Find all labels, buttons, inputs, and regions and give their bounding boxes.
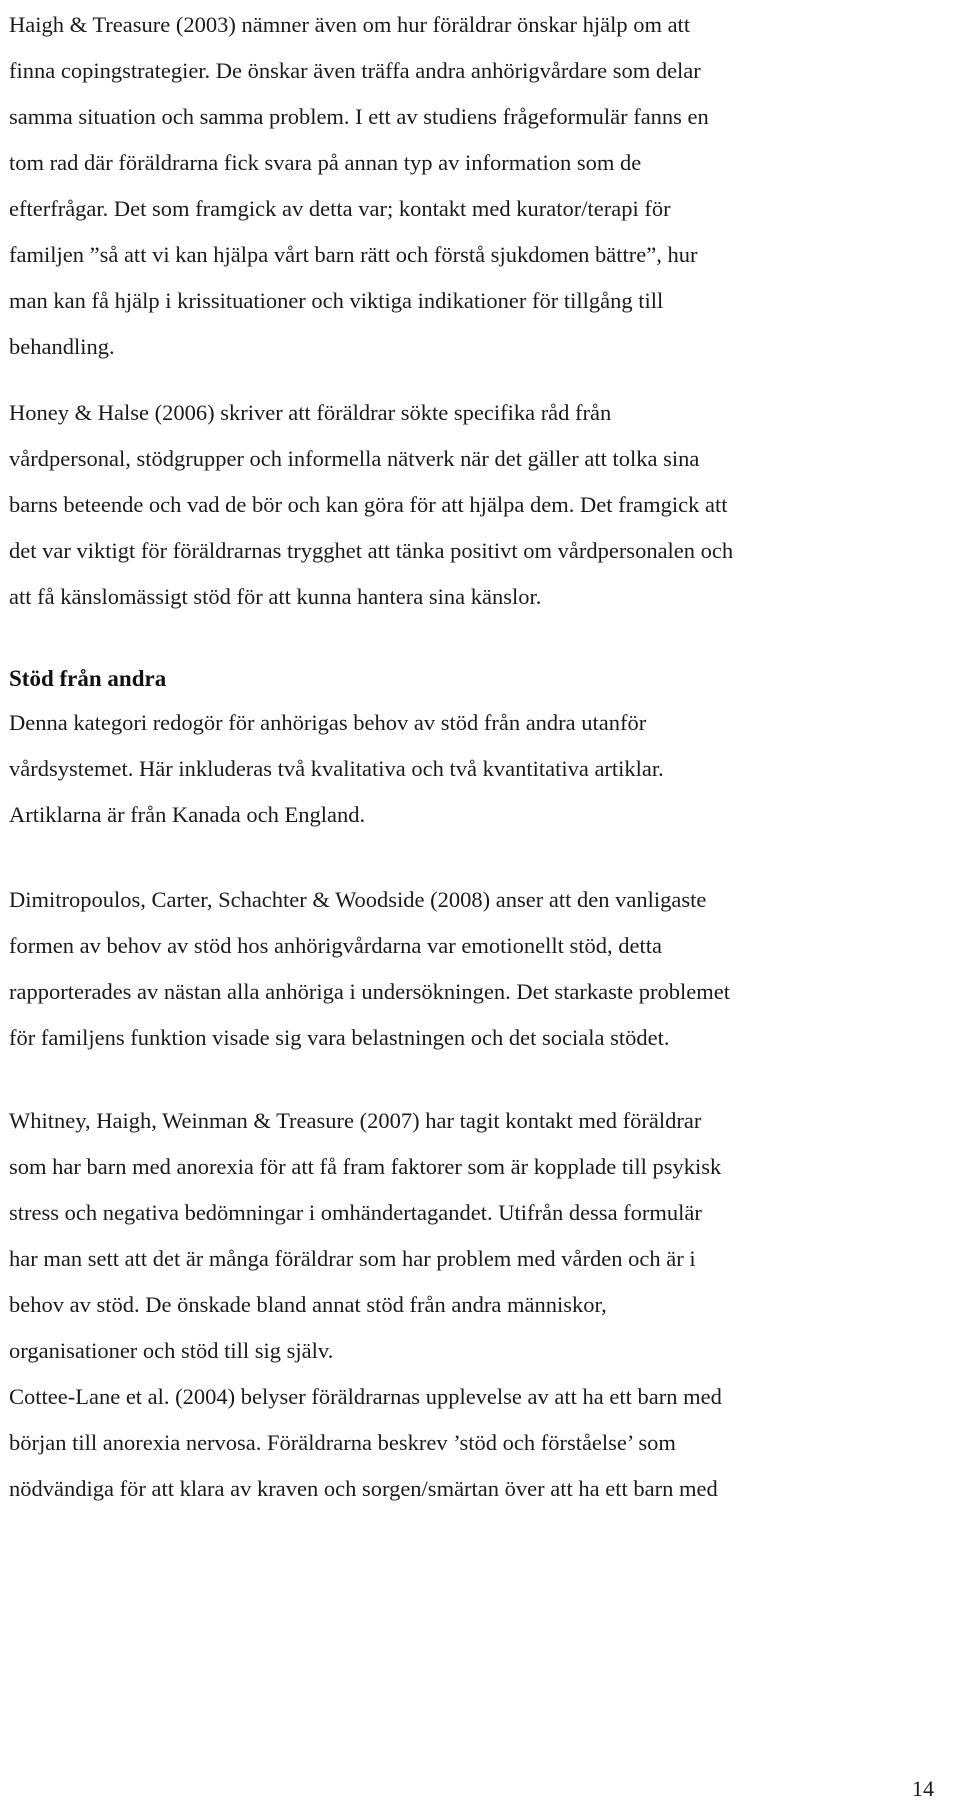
paragraph-whitney-cottee-lane — [9, 1098, 722, 1512]
text-line: Dimitropoulos, Carter, Schachter & Woodside (2008) anser att den vanligaste — [9, 887, 707, 912]
text-line: Haigh & Treasure (2003) nämner även om hur föräldrar önskar hjälp om att — [9, 12, 691, 37]
text-line: som har barn med anorexia för att få fram faktorer som är kopplade till psykisk — [9, 1154, 722, 1179]
text-line: stress och negativa bedömningar i omhändertagandet. Utifrån dessa formulär — [9, 1200, 702, 1225]
text-line: att få känslomässigt stöd för att kunna hantera sina känslor. — [9, 584, 542, 609]
text-line: rapporterades av nästan alla anhöriga i undersökningen. Det starkaste problemet — [9, 979, 730, 1004]
text-line: början till anorexia nervosa. Föräldrarna beskrev ’stöd och förståelse’ som — [9, 1430, 676, 1455]
text-line: barns beteende och vad de bör och kan göra för att hjälpa dem. Det framgick att — [9, 492, 728, 517]
text-line: Honey & Halse (2006) skriver att föräldrar sökte specifika råd från — [9, 400, 612, 425]
paragraph-honey-halse — [9, 390, 733, 620]
text-line: familjen ”så att vi kan hjälpa vårt barn rätt och förstå sjukdomen bättre”, hur — [9, 242, 698, 267]
text-line: Whitney, Haigh, Weinman & Treasure (2007) har tagit kontakt med föräldrar — [9, 1108, 702, 1133]
text-line: finna copingstrategier. De önskar även träffa andra anhörigvårdare som delar — [9, 58, 701, 83]
text-line: har man sett att det är många föräldrar som har problem med vården och är i — [9, 1246, 696, 1271]
text-line: Artiklarna är från Kanada och England. — [9, 802, 366, 827]
text-line: vårdsystemet. Här inkluderas två kvalitativa och två kvantitativa artiklar. — [9, 756, 664, 781]
text-line: man kan få hjälp i krissituationer och viktiga indikationer för tillgång till — [9, 288, 664, 313]
text-line: Denna kategori redogör för anhörigas behov av stöd från andra utanför — [9, 710, 647, 735]
text-line: organisationer och stöd till sig själv. — [9, 1338, 334, 1363]
text-line: formen av behov av stöd hos anhörigvårdarna var emotionellt stöd, detta — [9, 933, 662, 958]
paragraph-stod-fran-andra — [9, 700, 664, 838]
text-line: vårdpersonal, stödgrupper och informella nätverk när det gäller att tolka sina — [9, 446, 700, 471]
paragraph-dimitropoulos — [9, 877, 730, 1061]
page-number: 14 — [912, 1776, 934, 1801]
section-heading: Stöd från andra — [9, 666, 167, 691]
text-line: behov av stöd. De önskade bland annat stöd från andra människor, — [9, 1292, 607, 1317]
text-line: det var viktigt för föräldrarnas trygghet att tänka positivt om vårdpersonalen och — [9, 538, 734, 563]
paragraph-haigh-treasure — [9, 2, 709, 370]
text-line: för familjens funktion visade sig vara belastningen och det sociala stödet. — [9, 1025, 670, 1050]
text-line: efterfrågar. Det som framgick av detta var; kontakt med kurator/terapi för — [9, 196, 671, 221]
text-line: samma situation och samma problem. I ett av studiens frågeformulär fanns en — [9, 104, 709, 129]
text-line: tom rad där föräldrarna fick svara på annan typ av information som de — [9, 150, 642, 175]
text-line: behandling. — [9, 334, 115, 359]
text-line: Cottee-Lane et al. (2004) belyser föräldrarnas upplevelse av att ha ett barn med — [9, 1384, 722, 1409]
text-line: nödvändiga för att klara av kraven och sorgen/smärtan över att ha ett barn med — [9, 1476, 718, 1501]
